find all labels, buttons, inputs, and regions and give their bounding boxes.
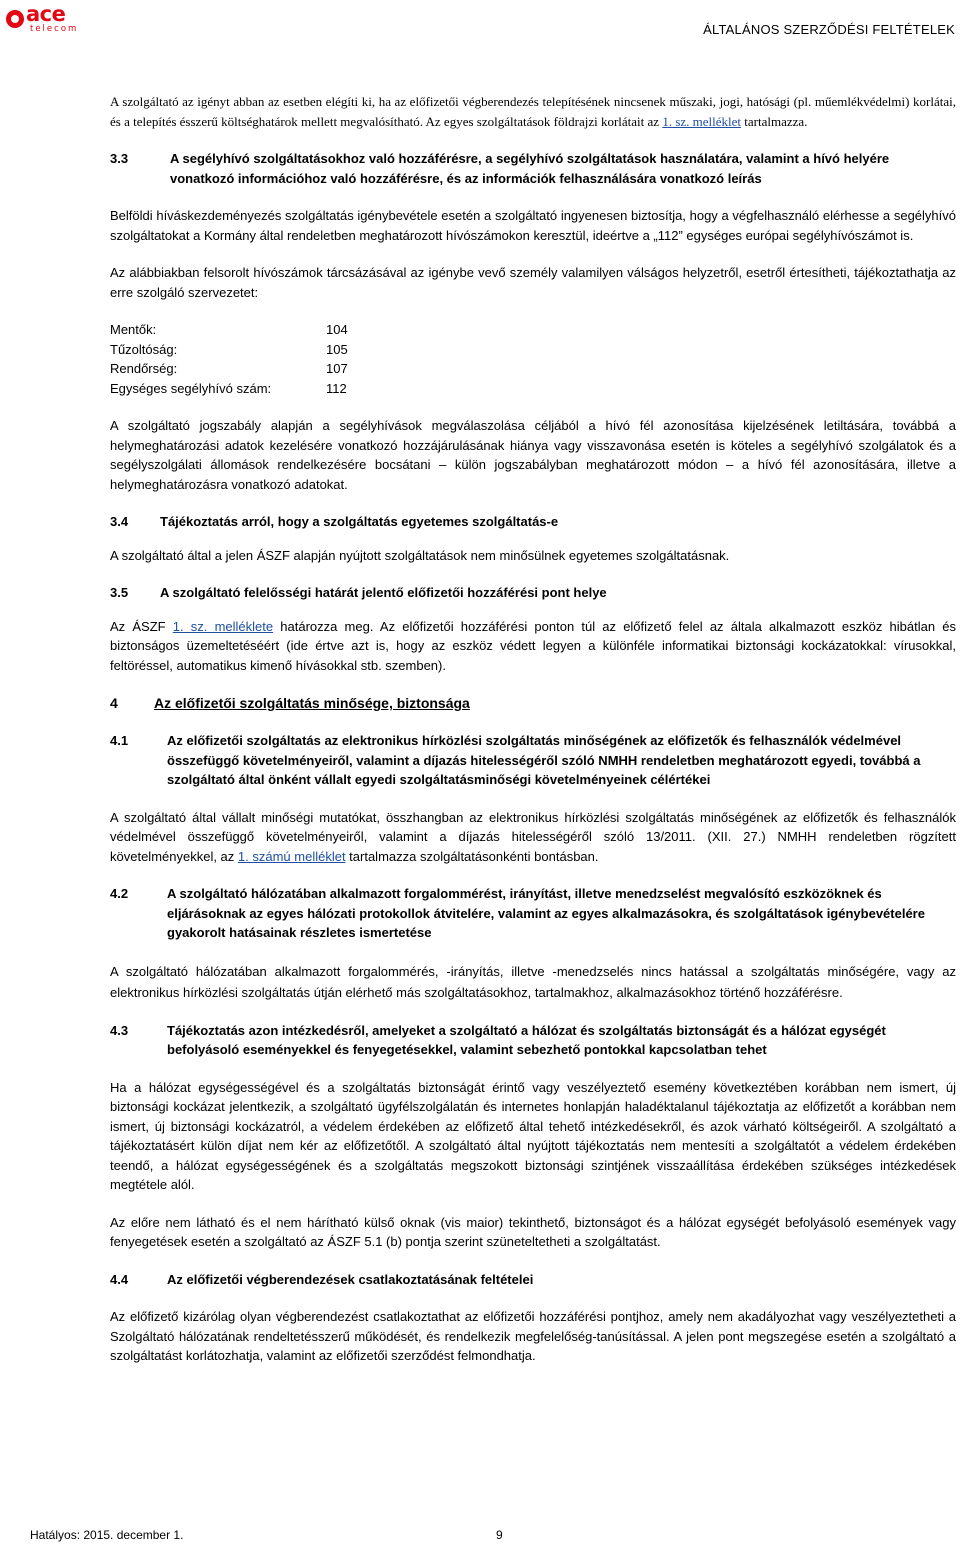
list-item: Rendőrség: 107 [110,361,348,376]
section-4-4-paragraph: Az előfizető kizárólag olyan végberendezést csatlakoztathat az előfizetői hozzáférési pontjhoz, amely nem akadályozhat vagy veszélyeztetheti a Szolgáltató hálózatának rendeltetésszerű működését, és rendelkezik megfelelőség-tanúsítással. A jelen pont megszegése esetén a szolgáltató a szolgáltatást korlátozhatja, valamint az előfizetői szerződést felmondhatja. [110,1309,956,1363]
section-4-3-paragraph-2: Az előre nem látható és el nem hárítható külső oknak (vis maior) tekinthető, biztonságot és a hálózat egységét befolyásoló események vagy fenyegetések esetén a szolgáltató az ÁSZF 5.1 (b) pontja szerint szüneteltetheti a szolgáltatást. [110,1214,956,1249]
section-4-3-heading: 4.3 Tájékoztatás azon intézkedésről, amelyeket a szolgáltató a hálózat és szolgáltatás biztonságát és a hálózat egységét befolyásoló eseményekkel és fenyegetésekkel, valamint sebezhető pontokkal kapcsolatban tehet [110,1022,886,1057]
ace-telecom-logo [6,2,79,34]
document-title: ÁLTALÁNOS SZERZŐDÉSI FELTÉTELEK [703,22,955,37]
section-3-3-paragraph-3: A szolgáltató jogszabály alapján a segélyhívások megválaszolása céljából a hívó fél azonosítása kijelzésének letiltására, továbbá a helymeghatározási adatok kezelésére vonatkozó hozzájárulásának hiánya vagy visszavonása esetén is köteles a segélyhívó szolgálatok és a segélyszolgálati állomások rendelkezésére bocsátani – külön jogszabályban meghatározott módon – a hívó fél azonosítására, illetve a helymeghatározásra vonatkozó adatokat. [110,418,956,492]
intro-paragraph: A szolgáltató az igényt abban az esetben elégíti ki, ha az előfizetői végberendezés telepítésének nincsenek műszaki, jogi, hatósági (pl. műemlékvédelmi) korlátai, és a telepítés ésszerű költséghatárok mellett megvalósítható. Az egyes szolgáltatások földrajzi korlátait az 1. sz. melléklet tartalmazza. [110,94,956,129]
logo-word: ace [26,2,66,26]
annex-1-link[interactable]: 1. sz. melléklete [172,618,274,634]
section-3-5-paragraph: Az ÁSZF 1. sz. melléklete határozza meg. Az előfizetői hozzáférési ponton túl az előfizető felel az általa alkalmazott eszköz hibátlan és biztonságos üzemeltetéséért (ide értve azt is, hogy az eszköz védett legyen a különféle informatikai biztonsági kockázatokkal: vírusokkal, feltöréssel, automatikus kimenő hívásokkal stb. szemben). [110,618,957,673]
section-4-1-paragraph: A szolgáltató által vállalt minőségi mutatókat, összhangban az elektronikus hírközlési szolgáltatás minőségének az előfizetők és felhasználók védelmével összefüggő követelményeiről, valamint a díjazás hitelességéről szóló 13/2011. (XII. 27.) NMHH rendeletben rögzített követelményekkel, az 1. számú melléklet tartalmazza szolgáltatásonkénti bontásban. [110,809,956,864]
page-body [110,92,956,1366]
section-3-3-heading: 3.3 A segélyhívó szolgáltatásokhoz való hozzáférésre, a segélyhívó szolgáltatások használatára, valamint a hívó helyére vonatkozó információhoz való hozzáférésre, és az információk felhasználására vonatkozó leírás [110,151,890,186]
section-4-heading: 4 Az előfizetői szolgáltatás minősége, biztonsága [110,695,470,711]
section-4-3-paragraph-1: Ha a hálózat egységességével és a szolgáltatás biztonságát érintő vagy veszélyeztető esemény következtében korábban nem ismert, új biztonsági kockázat jelentkezik, a szolgáltató ügyfélszolgálatán és internetes honlapján haladéktalanul tájékoztatja az előfizetőt a korábban nem ismert, új biztonsági kockázatról, a védelem érdekében az előfizető által tehető intézkedésekről, és azok várható költségeiről. A szolgáltató a tájékoztatásért külön díjat nem kér az előfizetőtől. A szolgáltató által nyújtott tájékoztatás nem mentesíti a szolgáltatót a védelem érdekében teendő, a hálózat egységességének és a szolgáltatás megszokott biztonsági szintjének visszaállítása érdekében szükséges intézkedések megtétele alól. [110,1079,956,1192]
section-3-5-heading: 3.5 A szolgáltató felelősségi határát jelentő előfizetői hozzáférési pont helye [110,585,607,600]
section-3-4-heading: 3.4 Tájékoztatás arról, hogy a szolgáltatás egyetemes szolgáltatás-e [110,514,559,529]
section-3-3-paragraph-1: Belföldi híváskezdeményezés szolgáltatás igénybevétele esetén a szolgáltató ingyenesen biztosítja, hogy a végfelhasználó elérhesse a segélyhívó szolgáltatokat a Kormány által rendeletben meghatározott hívószámokon keresztül, ideértve a „112” egységes európai segélyhívószámot is. [110,208,956,243]
emergency-numbers-list [110,320,956,398]
annex-1-link[interactable]: 1. számú melléklet [237,848,346,864]
logo-subtitle: telecom [30,24,79,34]
section-4-2-heading: 4.2 A szolgáltató hálózatában alkalmazott forgalommérést, irányítást, illetve menedzselést megvalósító eszközöknek és eljárásoknak az egyes hálózati protokollok átvitelére, valamint az egyes alkalmazásokra, és szolgáltatások igénybevételére gyakorolt hatásainak részletes ismertetése [110,886,925,940]
effective-date: Hatályos: 2015. december 1. [30,1528,184,1542]
section-4-1-heading: 4.1 Az előfizetői szolgáltatás az elektronikus hírközlési szolgáltatás minőségének az előfizetők és felhasználók védelmével összefüggő követelményeiről, valamint a díjazás hitelességéről szóló NMHH rendeletben meghatározott egyedi, továbbá a szolgáltató által önként vállalt egyedi szolgáltatásminőségi követelményeinek célértékei [110,733,921,787]
list-item: Egységes segélyhívó szám: 112 [110,380,347,396]
section-4-4-heading: 4.4 Az előfizetői végberendezések csatlakoztatásának feltételei [110,1271,534,1287]
list-item: Mentők: 104 [110,322,348,337]
section-3-4-paragraph: A szolgáltató által a jelen ÁSZF alapján nyújtott szolgáltatások nem minősülnek egyetemes szolgáltatásnak. [110,547,730,563]
list-item: Tűzoltóság: 105 [110,341,348,357]
section-4-2-paragraph: A szolgáltató hálózatában alkalmazott forgalommérés, -irányítás, illetve -menedzselés nincs hatással a szolgáltatás minőségére, vagy az elektronikus hírközlési szolgáltatás útján elérhető más szolgáltatásokhoz, tartalmakhoz, alkalmazásokhoz történő hozzáférésre. [110,963,956,1000]
page-number: 9 [496,1528,503,1542]
annex-1-link[interactable]: 1. sz. melléklet [662,113,742,129]
logo-mark-icon [6,10,24,28]
section-3-3-paragraph-2: Az alábbiakban felsorolt hívószámok tárcsázásával az igénybe vevő személy valamilyen válságos helyzetről, esetről értesítheti, tájékoztathatja az erre szolgáló szervezetet: [110,265,956,300]
